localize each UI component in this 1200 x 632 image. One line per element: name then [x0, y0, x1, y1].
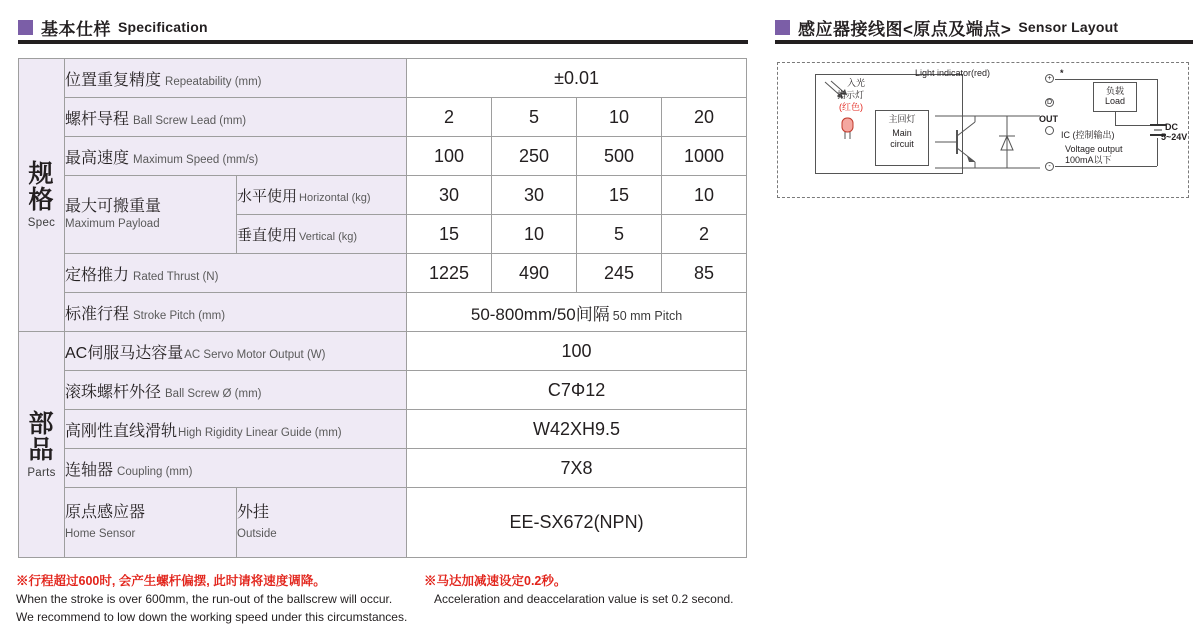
row-label-cn: 最高速度	[65, 149, 130, 167]
section-title-cn: 感应器接线图<原点及端点>	[798, 19, 1012, 39]
bullet-square-icon	[775, 20, 790, 35]
value-repeatability: ±0.01	[407, 59, 747, 98]
value-cell: 2	[662, 215, 747, 254]
value-note: 50 mm Pitch	[612, 308, 683, 323]
dc-label: DC	[1165, 122, 1178, 132]
footnote-right-black: Acceleration and deaccelaration value is set 0.2 second.	[434, 592, 734, 607]
sub-label-outside	[237, 488, 407, 558]
sub-label-en: Outside	[237, 528, 277, 541]
sub-label-en: Vertical (kg)	[299, 230, 358, 243]
sub-label-cn: 水平使用	[237, 187, 298, 205]
table-row	[19, 410, 747, 449]
table-row	[19, 59, 747, 98]
value-cell: 10	[662, 176, 747, 215]
sub-label-cn: 外挂	[237, 504, 270, 522]
terminal-plus: +	[1045, 74, 1054, 83]
row-label-servo-motor-output	[65, 332, 407, 371]
row-label-en: Home Sensor	[65, 528, 136, 541]
value-stroke-pitch	[407, 293, 747, 332]
row-label-en: AC Servo Motor Output (W)	[184, 348, 326, 361]
row-label-ball-screw-lead	[65, 98, 407, 137]
label-light-indicator: Light indicator(red)	[915, 68, 991, 78]
row-label-en: Rated Thrust (N)	[133, 270, 219, 283]
row-label-cn: 最大可搬重量	[65, 198, 162, 216]
value-cell: 10	[492, 215, 577, 254]
wire	[1115, 112, 1116, 126]
row-label-en: Stroke Pitch (mm)	[133, 309, 226, 322]
load-en: Load	[1104, 96, 1126, 107]
row-label-cn: 滚珠螺杆外径	[65, 383, 162, 401]
row-label-stroke-pitch	[65, 293, 407, 332]
table-row	[19, 371, 747, 410]
dc-value: 5~24V	[1161, 132, 1188, 142]
terminal-d: D	[1046, 99, 1053, 106]
voltage-output-label: Voltage output	[1065, 144, 1123, 154]
table-row	[19, 254, 747, 293]
terminal-minus: -	[1045, 162, 1054, 171]
footnote-left-line2: We recommend to low down the working speed under this circumstances.	[16, 610, 408, 625]
row-label-en: Repeatability (mm)	[165, 75, 262, 88]
value-cell: 2	[407, 98, 492, 137]
value-cell: 250	[492, 137, 577, 176]
terminal-out-label: OUT	[1039, 114, 1058, 124]
table-row	[19, 332, 747, 371]
circuit-symbols	[935, 106, 1045, 178]
row-label-en: Maximum Payload	[65, 218, 160, 231]
load-cn: 负载	[1105, 86, 1124, 96]
value-ball-screw-diameter: C7Φ12	[407, 371, 747, 410]
row-label-en: Ball Screw Ø (mm)	[165, 387, 262, 400]
main-circuit-cn: 主回灯	[888, 114, 916, 124]
row-label-en: Coupling (mm)	[117, 465, 193, 478]
row-label-cn: AC伺服马达容量	[65, 344, 184, 362]
value-cell: 10	[577, 98, 662, 137]
side-label-spec	[19, 59, 65, 332]
section-rule	[775, 40, 1193, 44]
load-box	[1093, 82, 1137, 112]
current-limit-label: 100mA以下	[1065, 155, 1112, 165]
side-label-en: Parts	[27, 466, 56, 479]
section-title-en: Sensor Layout	[1018, 19, 1119, 35]
row-label-cn: 标准行程	[65, 305, 130, 323]
section-title-cn: 基本仕样	[41, 19, 111, 39]
row-label-repeatability	[65, 59, 407, 98]
value-cell: 20	[662, 98, 747, 137]
section-header-specification	[18, 14, 748, 40]
row-label-en: Maximum Speed (mm/s)	[133, 153, 259, 166]
specification-table	[18, 58, 747, 558]
ic-output-label: IC (控制输出)	[1061, 130, 1115, 140]
wire	[1055, 79, 1157, 80]
section-title-en: Specification	[118, 19, 208, 35]
table-row	[19, 98, 747, 137]
side-label-en: Spec	[27, 217, 56, 229]
value-cell: 500	[577, 137, 662, 176]
row-label-cn: 连轴器	[65, 461, 114, 479]
footnote-right	[424, 572, 754, 608]
footnote-right-red: ※马达加减速设定0.2秒。	[424, 574, 567, 588]
row-label-home-sensor	[65, 488, 237, 558]
side-label-parts	[19, 332, 65, 558]
value-cell: 1000	[662, 137, 747, 176]
value-cell: 245	[577, 254, 662, 293]
bullet-square-icon	[18, 20, 33, 35]
label-indicator-color: (红色)	[839, 102, 863, 112]
wire	[1055, 166, 1157, 167]
terminal-out	[1045, 126, 1054, 135]
value-cell: 5	[577, 215, 662, 254]
row-label-cn: 螺杆导程	[65, 110, 130, 128]
led-icon	[837, 114, 859, 140]
table-row	[19, 488, 747, 558]
value-cell: 30	[407, 176, 492, 215]
sensor-layout-diagram	[775, 58, 1195, 218]
row-label-coupling	[65, 449, 407, 488]
row-label-en: Ball Screw Lead (mm)	[133, 114, 247, 127]
specification-table-wrapper	[18, 58, 746, 558]
row-label-en: High Rigidity Linear Guide (mm)	[178, 426, 342, 439]
value-text: 50-800mm/50间隔	[470, 304, 610, 324]
section-header-sensor-layout	[775, 14, 1193, 40]
label-indicator: 指示灯	[837, 90, 865, 100]
value-cell: 490	[492, 254, 577, 293]
main-circuit-box	[875, 110, 929, 166]
row-label-linear-guide	[65, 410, 407, 449]
value-cell: 85	[662, 254, 747, 293]
side-label-cn: 规格	[28, 160, 55, 214]
row-label-rated-thrust	[65, 254, 407, 293]
terminal-star-label: *	[1060, 68, 1064, 78]
row-label-cn: 原点感应器	[65, 504, 146, 522]
main-circuit-en-2: circuit	[890, 138, 914, 149]
side-label-cn: 部品	[28, 409, 55, 464]
row-label-cn: 位置重复精度	[65, 71, 162, 89]
table-row	[19, 137, 747, 176]
value-cell: 5	[492, 98, 577, 137]
sub-label-en: Horizontal (kg)	[299, 191, 371, 204]
wire	[1157, 138, 1158, 166]
row-label-maximum-speed	[65, 137, 407, 176]
value-cell: 15	[577, 176, 662, 215]
value-cell: 30	[492, 176, 577, 215]
section-rule	[18, 40, 748, 44]
sub-label-cn: 垂直使用	[237, 226, 298, 244]
value-servo-motor-output: 100	[407, 332, 747, 371]
table-row	[19, 449, 747, 488]
row-label-ball-screw-diameter	[65, 371, 407, 410]
row-label-cn: 定格推力	[65, 266, 130, 284]
value-cell: 100	[407, 137, 492, 176]
footnote-left-line1: When the stroke is over 600mm, the run-out of the ballscrew will occur.	[16, 592, 393, 607]
main-circuit-en-1: Main	[892, 128, 912, 139]
sub-label-horizontal	[237, 176, 407, 215]
label-enter-light: 入光	[847, 78, 866, 88]
table-row	[19, 293, 747, 332]
wire	[1157, 79, 1158, 125]
sub-label-vertical	[237, 215, 407, 254]
footnote-left-red: ※行程超过600时, 会产生螺杆偏摆, 此时请将速度调降。	[16, 574, 326, 588]
value-coupling: 7X8	[407, 449, 747, 488]
value-linear-guide: W42XH9.5	[407, 410, 747, 449]
value-cell: 15	[407, 215, 492, 254]
table-row	[19, 176, 747, 215]
row-label-cn: 高刚性直线滑轨	[65, 422, 178, 440]
row-label-maximum-payload	[65, 176, 237, 254]
value-cell: 1225	[407, 254, 492, 293]
value-home-sensor: EE-SX672(NPN)	[407, 488, 747, 558]
